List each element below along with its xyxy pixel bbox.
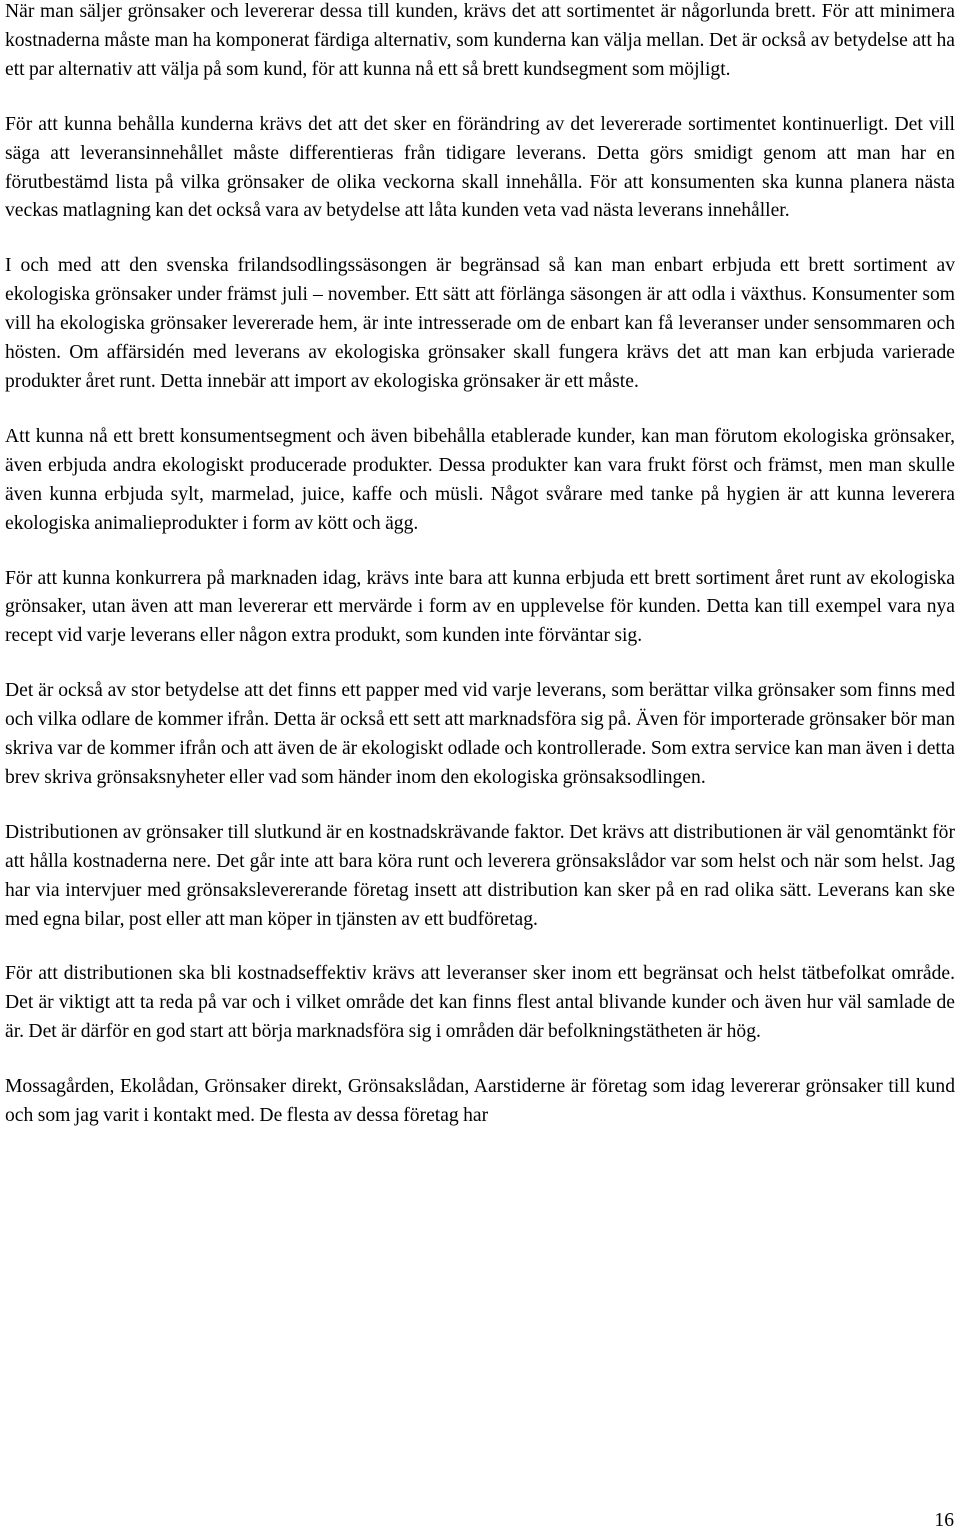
paragraph-companies: Mossagården, Ekolådan, Grönsaker direkt, Grönsakslådan, Aarstiderne är företag som idag levererar grönsaker till kund och som jag varit i kontakt med. De flesta av dessa företag har xyxy=(5,1076,955,1127)
paragraph-retain-customers: För att kunna behålla kunderna krävs det att det sker en förändring av det levererade sortimentet kontinuerligt. Det vill säga att leveransinnehållet måste differentieras från tidigare leverans. Detta görs smidigt genom att man har en förutbestämd lista på vilka grönsaker de olika veckorna skall innehålla. För att konsumenten ska kunna planera nästa veckas matlagning kan det också vara av betydelse att låta kunden veta vad nästa leverans innehåller. xyxy=(5,113,955,222)
paragraph-competition: För att kunna konkurrera på marknaden idag, krävs inte bara att kunna erbjuda ett brett sortiment året runt av ekologiska grönsaker, utan även att man levererar ett mervärde i form av en upplevelse för kunden. Detta kan till exempel vara nya recept vid varje leverans eller någon extra produkt, som kunden inte förväntar sig. xyxy=(5,567,955,647)
paragraph-cost-effective: För att distributionen ska bli kostnadseffektiv krävs att leveranser sker inom ett begränsat och helst tätbefolkat område. Det är viktigt att ta reda på var och i vilket område det kan finns flest antal blivande kunder och även hur väl samlade de är. Det är därför en god start att börja marknadsföra sig i områden där befolkningstätheten är hög. xyxy=(5,963,955,1043)
paragraph-distribution: Distributionen av grönsaker till slutkund är en kostnadskrävande faktor. Det krävs att distributionen är väl genomtänkt för att hålla kostnaderna nere. Det går inte att bara köra runt och leverera grönsakslådor var som helst och när som helst. Jag har via intervjuer med grönsakslevererande företag insett att distribution kan sker på en rad olika sätt. Leverans kan ske med egna bilar, post eller att man köper in tjänsten av ett budföretag. xyxy=(5,821,955,930)
paragraph-delivery-letter: Det är också av stor betydelse att det finns ett papper med vid varje leverans, som berättar vilka grönsaker som finns med och vilka odlare de kommer ifrån. Detta är också ett sett att marknadsföra sig på. Även för importerade grönsaker bör man skriva var de kommer ifrån och att även de är ekologiskt odlade och kontrollerade. Som extra service kan man även i detta brev skriva grönsaksnyheter eller vad som händer inom den ekologiska grönsaksodlingen. xyxy=(5,680,955,788)
paragraph-season: I och med att den svenska frilandsodlingssäsongen är begränsad så kan man enbart erbjuda ett brett sortiment av ekologiska grönsaker under främst juli – november. Ett sätt att förlänga säsongen är att odla i växthus. Konsumenter som vill ha ekologiska grönsaker levererade hem, är inte intresserade om de enbart kan få leveranser under sensommaren och hösten. Om affärsidén med leverans av ekologiska grönsaker skall fungera krävs det att man kan erbjuda varierade produkter året runt. Detta innebär att import av ekologiska grönsaker är ett måste. xyxy=(5,255,955,392)
page-number: 16 xyxy=(934,1510,954,1531)
paragraph-assortment: När man säljer grönsaker och levererar dessa till kunden, krävs det att sortimentet är någorlunda brett. För att minimera kostnaderna måste man ha komponerat färdiga alternativ, som kunderna kan välja mellan. Det är också av betydelse att ha ett par alternativ att välja på som kund, för att kunna nå ett så brett kundsegment som möjligt. xyxy=(5,1,955,80)
paragraph-other-products: Att kunna nå ett brett konsumentsegment och även bibehålla etablerade kunder, kan man förutom ekologiska grönsaker, även erbjuda andra ekologiskt producerade produkter. Dessa produkter kan vara frukt först och främst, men man skulle även kunna erbjuda sylt, marmelad, juice, kaffe och müsli. Något svårare med tanke på hygien är att kunna leverera ekologiska animalieprodukter i form av kött och ägg. xyxy=(5,425,955,534)
document-body xyxy=(5,0,955,1157)
